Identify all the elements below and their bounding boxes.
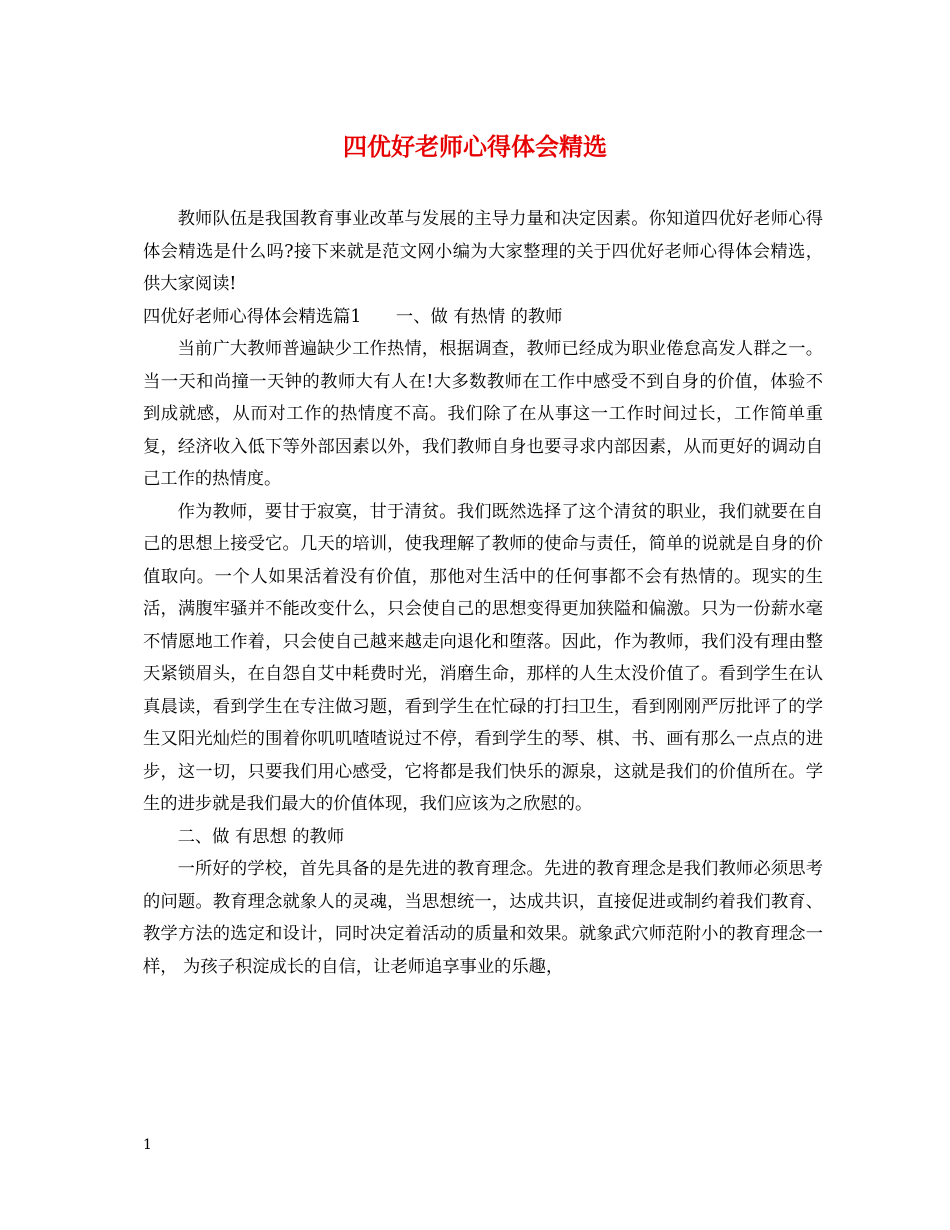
paragraph-value: 作为教师，要甘于寂寞，甘于清贫。我们既然选择了这个清贫的职业，我们就要在自己的思想上接受它。几天的培训，使我理解了教师的使命与责任，简单的说就是自身的价值取向。一个人如果活着没有价值，那他对生活中的任何事都不会有热情的。现实的生活，满腹牢骚并不能改变什么，只会使自己的思想变得更加狭隘和偏激。只为一份薪水毫不情愿地工作着，只会使自己越来越走向退化和堕落。因此，作为教师，我们没有理由整天紧锁眉头，在自怨自艾中耗费时光，消磨生命，那样的人生太没价值了。看到学生在认真晨读，看到学生在专注做习题，看到学生在忙碌的打扫卫生，看到刚刚严厉批评了的学生又阳光灿烂的围着你叽叽喳喳说过不停，看到学生的琴、棋、书、画有那么一点点的进步，这一切，只要我们用心感受，它将都是我们快乐的源泉，这就是我们的价值所在。学生的进步就是我们最大的价值体现，我们应该为之欣慰的。 [143,501,823,814]
page-number: 1 [143,1137,152,1153]
section-heading-1: 四优好老师心得体会精选篇1 一、做 有热情 的教师 [143,306,563,327]
section-heading-2: 二、做 有思想 的教师 [177,826,345,847]
document-title: 四优好老师心得体会精选 [343,132,607,161]
paragraph-enthusiasm: 当前广大教师普遍缺少工作热情，根据调查，教师已经成为职业倦怠高发人群之一。当一天和尚撞一天钟的教师大有人在!大多数教师在工作中感受不到自身的价值，体验不到成就感，从而对工作的热情度不高。我们除了在从事这一工作时间过长，工作简单重复，经济收入低下等外部因素以外，我们教师自身也要寻求内部因素，从而更好的调动自己工作的热情度。 [143,339,823,489]
document-body [143,203,823,983]
paragraph-intro: 教师队伍是我国教育事业改革与发展的主导力量和决定因素。你知道四优好老师心得体会精选是什么吗?接下来就是范文网小编为大家整理的关于四优好老师心得体会精选，供大家阅读! [143,209,823,294]
paragraph-philosophy: 一所好的学校，首先具备的是先进的教育理念。先进的教育理念是我们教师必须思考的问题。教育理念就象人的灵魂，当思想统一，达成共识，直接促进或制约着我们教育、教学方法的选定和设计，同时决定着活动的质量和效果。就象武穴师范附小的教育理念一样， 为孩子积淀成长的自信，让老师追享事业的乐趣， [143,859,823,977]
